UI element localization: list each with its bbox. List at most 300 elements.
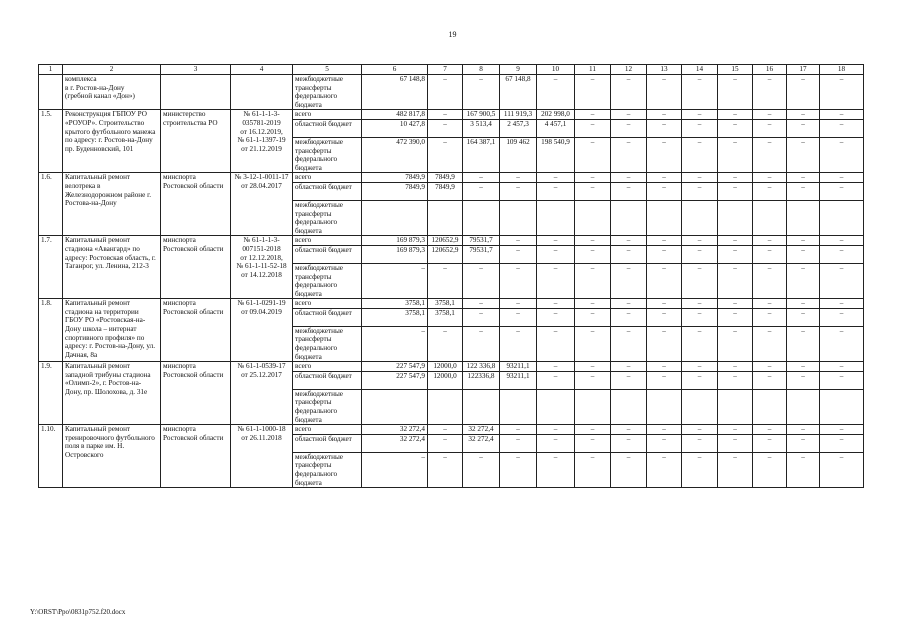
value-line: – — [575, 246, 610, 264]
value-cell — [537, 299, 575, 362]
value-cell: – — [575, 75, 611, 110]
value-line: – — [611, 309, 646, 327]
value-line: 79531,7 — [463, 246, 499, 264]
value-cell — [575, 299, 611, 362]
value-line: – — [682, 236, 717, 246]
value-line: – — [575, 435, 610, 453]
value-line: – — [682, 362, 717, 372]
value-cell — [787, 173, 820, 236]
object-name-cell: комплекса в г. Ростов-на-Дону (гребной канал «Дон») — [63, 75, 161, 110]
row-number-cell: 1.7. — [39, 236, 63, 299]
value-line: – — [443, 263, 447, 272]
value-cell — [820, 173, 864, 236]
value-cell: – — [537, 75, 575, 110]
value-line: – — [537, 362, 574, 372]
budget-table — [38, 64, 864, 488]
value-line — [463, 201, 499, 235]
agency-cell — [161, 75, 231, 110]
funding-source-label: областной бюджет — [293, 435, 361, 453]
funding-source-label: всего — [293, 110, 361, 120]
value-line: – — [647, 309, 681, 327]
column-number-cell: 11 — [575, 65, 611, 75]
funding-source-cell — [293, 173, 362, 236]
value-cell — [753, 299, 787, 362]
value-line: – — [590, 263, 595, 272]
value-line — [611, 201, 646, 235]
value-line: – — [428, 120, 462, 138]
funding-source-label: областной бюджет — [293, 372, 361, 390]
document-cell — [231, 75, 293, 110]
value-line: – — [787, 183, 819, 201]
value-line: – — [500, 299, 536, 309]
value-line: – — [611, 183, 646, 201]
row-number-cell: 1.9. — [39, 362, 63, 425]
value-cell — [575, 236, 611, 299]
value-cell — [500, 110, 537, 173]
value-cell — [500, 236, 537, 299]
object-name-cell: Капитальный ремонт стадиона на территории ГБОУ РО «Ростовская-на-Дону школа – интернат спортивного профиля» по адресу: г. Ростов-на-Дону, ул. Дачная, 8а — [63, 299, 161, 362]
value-line: – — [733, 137, 737, 146]
value-cell — [428, 425, 463, 488]
value-line: – — [575, 425, 610, 435]
value-line: – — [767, 452, 772, 461]
value-cell — [787, 362, 820, 425]
value-line: – — [443, 452, 447, 461]
column-number-cell: 7 — [428, 65, 463, 75]
value-cell — [428, 173, 463, 236]
value-line: 32 272,4 — [362, 425, 427, 435]
value-line: 227 547,9 — [362, 362, 427, 372]
column-number-cell: 17 — [787, 65, 820, 75]
value-line: – — [718, 246, 752, 264]
value-cell — [718, 299, 753, 362]
value-line: – — [787, 435, 819, 453]
agency-cell: минспорта Ростовской области — [161, 362, 231, 425]
column-number-cell: 14 — [682, 65, 718, 75]
value-line: – — [537, 246, 574, 264]
value-cell — [463, 362, 500, 425]
value-line — [575, 201, 610, 235]
value-cell — [362, 236, 428, 299]
value-line: 482 817,8 — [362, 110, 427, 120]
value-line: 7849,9 — [362, 173, 427, 183]
value-cell — [753, 173, 787, 236]
value-cell — [682, 173, 718, 236]
value-cell — [718, 110, 753, 173]
value-cell — [647, 425, 682, 488]
table-row-continuation — [39, 75, 864, 110]
value-cell — [682, 236, 718, 299]
value-cell — [500, 173, 537, 236]
value-line: – — [647, 299, 681, 309]
funding-source-label: всего — [293, 173, 361, 183]
value-cell — [611, 236, 647, 299]
object-name-cell: Капитальный ремонт западной трибуны стадиона «Олимп-2», г. Ростов-на-Дону, пр. Шолохова, д. 31е — [63, 362, 161, 425]
value-line: 3758,1 — [428, 299, 462, 309]
value-line: – — [421, 263, 425, 272]
value-line: – — [428, 110, 462, 120]
value-line: – — [500, 183, 536, 201]
value-line: – — [479, 263, 483, 272]
value-line: – — [553, 326, 558, 335]
value-line: – — [590, 137, 595, 146]
value-line — [682, 390, 717, 424]
value-line: – — [428, 425, 462, 435]
value-cell — [537, 173, 575, 236]
funding-source-label: межбюджетные трансферты федерального бюджета — [295, 389, 343, 424]
value-line: – — [787, 173, 819, 183]
value-line: – — [718, 362, 752, 372]
value-cell — [463, 173, 500, 236]
value-line: – — [537, 425, 574, 435]
document-cell: № 61-1-1000-18 от 26.11.2018 — [231, 425, 293, 488]
value-line — [718, 390, 752, 424]
value-line: – — [753, 173, 786, 183]
value-line: 3758,1 — [362, 309, 427, 327]
value-line: – — [820, 236, 863, 246]
value-line: – — [801, 137, 805, 146]
value-line: – — [753, 309, 786, 327]
value-cell: 67 148,8 — [362, 75, 428, 110]
value-cell: – — [428, 75, 463, 110]
value-line: – — [516, 326, 520, 335]
value-line: – — [801, 326, 805, 335]
value-cell — [500, 425, 537, 488]
value-cell: – — [463, 75, 500, 110]
value-cell — [537, 236, 575, 299]
value-line: – — [801, 452, 805, 461]
value-cell: – — [682, 75, 718, 110]
value-line — [500, 201, 536, 235]
value-line: – — [787, 299, 819, 309]
value-line: – — [682, 173, 717, 183]
value-line: 169 879,3 — [362, 236, 427, 246]
value-line — [753, 201, 786, 235]
value-line: – — [611, 425, 646, 435]
value-line: 227 547,9 — [362, 372, 427, 390]
value-line: – — [575, 173, 610, 183]
value-cell — [787, 110, 820, 173]
column-number-cell: 1 — [39, 65, 63, 75]
value-line: 3758,1 — [428, 309, 462, 327]
value-line: – — [626, 263, 631, 272]
value-line: – — [839, 326, 844, 335]
value-line: – — [753, 299, 786, 309]
value-line: – — [575, 120, 610, 138]
agency-cell: минспорта Ростовской области — [161, 173, 231, 236]
value-line: – — [647, 183, 681, 201]
column-number-cell: 16 — [753, 65, 787, 75]
value-cell: – — [787, 75, 820, 110]
value-cell: – — [647, 75, 682, 110]
value-line: – — [839, 263, 844, 272]
agency-cell: минспорта Ростовской области — [161, 425, 231, 488]
funding-source-cell — [293, 236, 362, 299]
value-line: – — [611, 372, 646, 390]
value-line — [500, 390, 536, 424]
value-line: – — [611, 173, 646, 183]
funding-source-label: межбюджетные трансферты федерального бюджета — [295, 263, 343, 298]
value-line: – — [820, 173, 863, 183]
value-line: – — [820, 183, 863, 201]
value-line — [753, 390, 786, 424]
value-cell: – — [718, 75, 753, 110]
value-line: – — [611, 435, 646, 453]
funding-source-cell — [293, 299, 362, 362]
value-cell — [718, 362, 753, 425]
column-number-cell: 4 — [231, 65, 293, 75]
row-number-cell: 1.5. — [39, 110, 63, 173]
value-line: – — [647, 425, 681, 435]
value-cell — [820, 110, 864, 173]
value-line: 122 336,8 — [463, 362, 499, 372]
funding-source-cell — [293, 362, 362, 425]
funding-source-label: всего — [293, 362, 361, 372]
value-line: – — [575, 362, 610, 372]
value-cell — [537, 110, 575, 173]
value-line: – — [500, 425, 536, 435]
value-cell — [575, 425, 611, 488]
value-cell — [787, 425, 820, 488]
table-row — [39, 299, 864, 362]
value-line: 198 540,9 — [541, 137, 570, 146]
value-line: – — [537, 173, 574, 183]
row-number-cell: 1.6. — [39, 173, 63, 236]
value-line: – — [500, 309, 536, 327]
column-number-cell: 12 — [611, 65, 647, 75]
funding-source-label: межбюджетные трансферты федерального бюджета — [295, 200, 343, 235]
value-cell — [611, 425, 647, 488]
value-cell: – — [753, 75, 787, 110]
value-line: – — [820, 425, 863, 435]
value-line: 2 457,3 — [500, 120, 536, 138]
column-number-cell: 2 — [63, 65, 161, 75]
value-line — [647, 201, 681, 235]
object-name-cell: Капитальный ремонт велотрека в Железнодорожном районе г. Ростова-на-Дону — [63, 173, 161, 236]
value-line: – — [697, 452, 702, 461]
value-cell — [463, 425, 500, 488]
value-line: – — [697, 263, 702, 272]
value-line: – — [753, 236, 786, 246]
value-line: – — [575, 110, 610, 120]
value-line: – — [463, 183, 499, 201]
value-line: – — [753, 120, 786, 138]
value-line: – — [500, 435, 536, 453]
value-line: – — [647, 362, 681, 372]
value-cell — [787, 299, 820, 362]
value-cell: 67 148,8 — [500, 75, 537, 110]
value-line: – — [647, 372, 681, 390]
value-line: 93211,1 — [500, 372, 536, 390]
column-number-cell: 10 — [537, 65, 575, 75]
value-line: – — [575, 372, 610, 390]
value-line: – — [753, 183, 786, 201]
value-line: – — [820, 362, 863, 372]
page-number: 19 — [448, 30, 457, 39]
value-line: – — [421, 452, 425, 461]
value-cell — [463, 110, 500, 173]
value-line: 93211,1 — [500, 362, 536, 372]
value-cell — [537, 362, 575, 425]
value-line: – — [553, 263, 558, 272]
value-line: – — [839, 137, 844, 146]
value-cell — [787, 236, 820, 299]
value-cell — [500, 299, 537, 362]
value-line: – — [500, 246, 536, 264]
value-line: – — [682, 120, 717, 138]
value-line: – — [575, 309, 610, 327]
value-line: – — [537, 435, 574, 453]
value-line: – — [753, 110, 786, 120]
value-line: 164 387,1 — [466, 137, 496, 146]
value-line: – — [575, 183, 610, 201]
value-line: – — [682, 246, 717, 264]
value-line: – — [682, 435, 717, 453]
value-line: – — [767, 326, 772, 335]
value-cell — [362, 173, 428, 236]
value-line: – — [463, 299, 499, 309]
value-line: – — [820, 309, 863, 327]
table-row — [39, 236, 864, 299]
value-line: – — [733, 326, 737, 335]
value-line: 3758,1 — [362, 299, 427, 309]
value-line: 12000,0 — [428, 362, 462, 372]
value-line: – — [820, 299, 863, 309]
value-line: – — [647, 246, 681, 264]
funding-source-cell — [293, 425, 362, 488]
value-line: – — [537, 299, 574, 309]
value-line: – — [753, 362, 786, 372]
value-line: – — [718, 110, 752, 120]
value-line: – — [611, 362, 646, 372]
value-line: – — [537, 309, 574, 327]
value-line: 169 879,3 — [362, 246, 427, 264]
value-cell — [428, 299, 463, 362]
value-line: – — [516, 263, 520, 272]
value-cell — [718, 236, 753, 299]
value-line: – — [537, 372, 574, 390]
value-line: – — [787, 246, 819, 264]
value-line — [611, 390, 646, 424]
value-line: – — [647, 110, 681, 120]
value-cell — [575, 362, 611, 425]
value-cell — [682, 425, 718, 488]
funding-source-label: всего — [293, 425, 361, 435]
value-cell — [575, 173, 611, 236]
column-number-cell: 5 — [293, 65, 362, 75]
value-line — [537, 390, 574, 424]
value-line: – — [787, 372, 819, 390]
value-line — [428, 390, 462, 424]
value-line — [718, 201, 752, 235]
value-line: – — [787, 362, 819, 372]
agency-cell: минспорта Ростовской области — [161, 236, 231, 299]
object-name-cell: Капитальный ремонт стадиона «Авангард» по адресу: Ростовская область, г. Таганрог, ул. Ленина, 212-3 — [63, 236, 161, 299]
funding-source-label: межбюджетные трансферты федерального бюджета — [295, 326, 343, 361]
value-line: – — [787, 120, 819, 138]
value-line: – — [590, 326, 595, 335]
value-line: 7849,9 — [428, 183, 462, 201]
value-line: – — [537, 183, 574, 201]
value-line: – — [626, 137, 631, 146]
value-line: – — [682, 299, 717, 309]
value-line: 122336,8 — [463, 372, 499, 390]
table-row — [39, 425, 864, 488]
value-line: – — [718, 173, 752, 183]
value-line: 4 457,1 — [537, 120, 574, 138]
value-line: 10 427,8 — [362, 120, 427, 138]
value-cell — [682, 110, 718, 173]
value-cell — [500, 362, 537, 425]
value-line: – — [718, 372, 752, 390]
value-cell — [753, 362, 787, 425]
value-line: – — [787, 425, 819, 435]
value-line: 7849,9 — [362, 183, 427, 201]
value-line: – — [500, 173, 536, 183]
value-line: 167 900,5 — [463, 110, 499, 120]
value-cell — [611, 173, 647, 236]
value-cell — [362, 299, 428, 362]
value-line: – — [611, 246, 646, 264]
value-cell — [647, 110, 682, 173]
value-line: – — [820, 246, 863, 264]
value-line — [787, 390, 819, 424]
value-line: – — [590, 452, 595, 461]
row-number-cell — [39, 75, 63, 110]
agency-cell: министерство строительства РО — [161, 110, 231, 173]
value-cell — [428, 110, 463, 173]
value-cell — [611, 299, 647, 362]
value-line: 32 272,4 — [463, 425, 499, 435]
value-cell — [820, 299, 864, 362]
value-line: – — [682, 110, 717, 120]
value-line: – — [421, 326, 425, 335]
value-cell — [428, 362, 463, 425]
value-line: – — [463, 309, 499, 327]
value-cell — [575, 110, 611, 173]
value-line: – — [479, 326, 483, 335]
value-line: – — [820, 372, 863, 390]
value-line: – — [443, 326, 447, 335]
value-cell — [362, 425, 428, 488]
value-line — [575, 390, 610, 424]
funding-source-label: всего — [293, 236, 361, 246]
value-line: – — [575, 299, 610, 309]
value-line — [428, 201, 462, 235]
value-cell — [611, 110, 647, 173]
value-cell — [753, 110, 787, 173]
document-cell: № 61-1-1-3-007151-2018 от 12.12.2018, № 61-1-11-52-18 от 14.12.2018 — [231, 236, 293, 299]
value-cell — [362, 362, 428, 425]
document-cell: № 61-1-1-3-035781-2019 от 16.12.2019, № 61-1-1397-19 от 21.12.2019 — [231, 110, 293, 173]
document-cell: № 61-1-0539-17 от 25.12.2017 — [231, 362, 293, 425]
value-line — [820, 390, 863, 424]
value-cell — [820, 236, 864, 299]
value-line: – — [697, 326, 702, 335]
value-cell — [820, 425, 864, 488]
column-number-cell: 13 — [647, 65, 682, 75]
value-cell — [647, 299, 682, 362]
object-name-cell: Реконструкция ГБПОУ РО «РОУОР». Строительство крытого футбольного манежа по адресу: г. Ростов-на-Дону пр. Буденновский, 101 — [63, 110, 161, 173]
value-line: – — [647, 435, 681, 453]
column-number-cell: 15 — [718, 65, 753, 75]
value-line: – — [611, 236, 646, 246]
value-line: – — [428, 435, 462, 453]
table-row — [39, 362, 864, 425]
value-line: – — [662, 326, 666, 335]
table-row — [39, 110, 864, 173]
funding-source-cell — [293, 110, 362, 173]
